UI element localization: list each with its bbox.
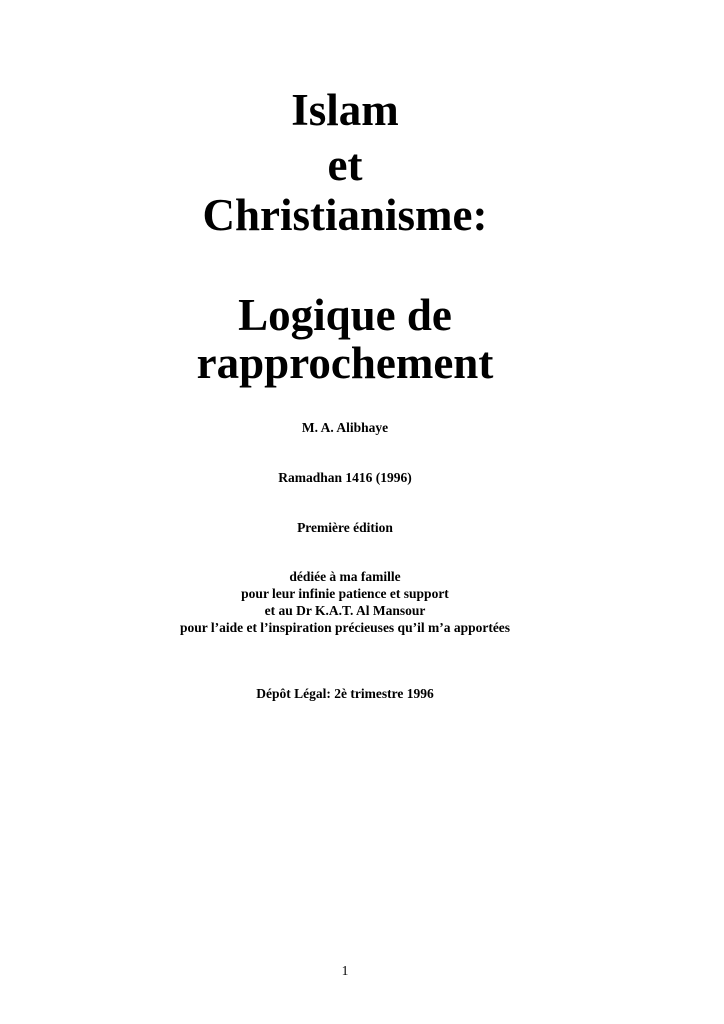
subtitle-line-rapprochement: rapprochement [196,338,494,388]
title-line-islam: Islam [291,85,399,135]
publication-date: Ramadhan 1416 (1996) [278,470,412,485]
edition-label: Première édition [297,520,393,535]
subtitle-line-logique: Logique de [238,290,452,340]
dedication-line-3: et au Dr K.A.T. Al Mansour [264,603,426,618]
page-number: 1 [341,963,349,978]
dedication-line-1: dédiée à ma famille [289,569,401,584]
dedication-line-2: pour leur infinie patience et support [241,586,449,601]
title-line-christianisme: Christianisme: [202,190,488,240]
legal-deposit: Dépôt Légal: 2è trimestre 1996 [256,686,434,701]
author-name: M. A. Alibhaye [301,420,389,435]
title-line-et: et [327,140,363,190]
dedication-line-4: pour l’aide et l’inspiration précieuses qu’il m’a apportées [179,620,511,635]
